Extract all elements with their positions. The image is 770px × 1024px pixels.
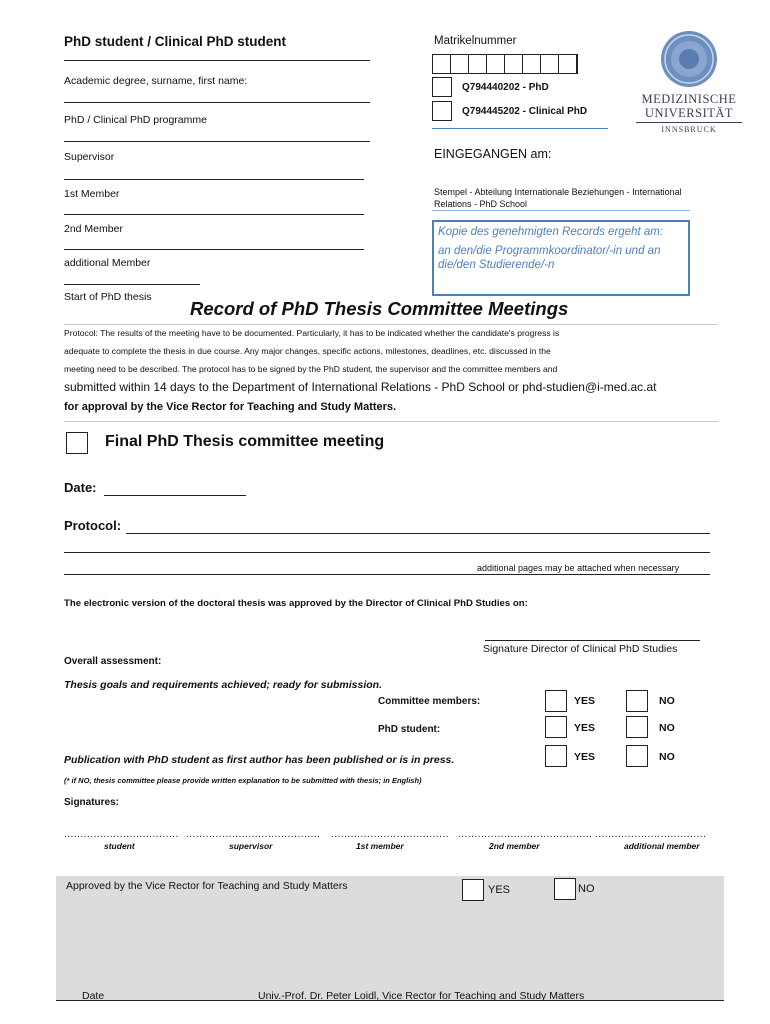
stempel-text: Stempel - Abteilung Internationale Beziehungen - International Relations - PhD School — [434, 187, 682, 209]
kopie-box — [432, 220, 690, 296]
second-member-line[interactable] — [64, 214, 364, 215]
additional-member-line[interactable] — [64, 249, 364, 250]
supervisor-signature-dots[interactable]: ......................................... — [186, 829, 321, 840]
student-no-label: NO — [659, 722, 675, 734]
date-field[interactable] — [104, 495, 246, 496]
phd-student-label: PhD student: — [378, 724, 441, 735]
approval-no-checkbox[interactable] — [554, 878, 576, 900]
logo-line-3: INNSBRUCK — [661, 125, 717, 134]
student-yes-label: YES — [574, 722, 596, 734]
publication-text: Publication with PhD student as first author has been published or is in press. — [64, 754, 455, 766]
clinical-phd-option: Q794445202 - Clinical PhD — [462, 106, 588, 117]
committee-members-label: Committee members: — [378, 696, 481, 707]
first-member-line[interactable] — [64, 179, 364, 180]
additional-member-signature-label: additional member — [624, 841, 700, 851]
title-rule — [64, 324, 718, 325]
attach-note: additional pages may be attached when necessary — [477, 563, 680, 573]
final-meeting-label: Final PhD Thesis committee meeting — [105, 433, 385, 450]
director-signature-line[interactable] — [485, 640, 700, 641]
second-member-signature-label: 2nd member — [489, 841, 540, 851]
kopie-text-2: an den/die Programmkoordinator/-in und an die/den Studierende/-n — [438, 245, 661, 271]
additional-member-label: additional Member — [64, 257, 151, 269]
phd-programme-option: Q794440202 - PhD — [462, 82, 549, 93]
committee-yes-checkbox[interactable] — [545, 690, 567, 712]
logo-line-1: MEDIZINISCHE — [641, 92, 737, 106]
publication-yes-checkbox[interactable] — [545, 745, 567, 767]
clinical-phd-checkbox[interactable] — [432, 101, 452, 121]
degree-name-line[interactable] — [64, 60, 370, 61]
student-yes-checkbox[interactable] — [545, 716, 567, 738]
student-signature-label: student — [104, 841, 135, 851]
committee-no-checkbox[interactable] — [626, 690, 648, 712]
degree-name-label: Academic degree, surname, first name: — [64, 75, 248, 87]
second-member-label: 2nd Member — [64, 223, 123, 235]
supervisor-label: Supervisor — [64, 151, 115, 163]
student-signature-dots[interactable]: ................................... — [64, 829, 179, 840]
director-signature-label: Signature Director of Clinical PhD Studies — [483, 643, 678, 655]
approval-date-label: Date — [82, 990, 105, 1002]
stempel-underline — [432, 210, 690, 211]
matrikel-input[interactable] — [432, 54, 578, 74]
logo-rule — [636, 122, 742, 123]
committee-no-label: NO — [659, 695, 675, 707]
logo-line-2: UNIVERSITÄT — [644, 106, 734, 120]
kopie-text-1: Kopie des genehmigten Records ergeht am: — [438, 226, 664, 238]
protocol-line-2: adequate to complete the thesis in due course. Any major changes, specific actions, milestones, deadlines, etc. discussed in the — [64, 346, 551, 356]
protocol-field-3[interactable] — [64, 574, 710, 575]
submit-line: submitted within 14 days to the Department of International Relations - PhD School or phd-studien@i-med.ac.at — [64, 380, 657, 394]
approval-label: Approved by the Vice Rector for Teaching and Study Matters — [66, 880, 348, 892]
start-thesis-label: Start of PhD thesis — [64, 291, 152, 303]
university-logo — [630, 28, 748, 146]
start-thesis-line[interactable] — [64, 284, 200, 285]
first-member-signature-dots[interactable]: .................................... — [331, 829, 450, 840]
approval-bottom-rule — [56, 1000, 724, 1001]
final-meeting-checkbox[interactable] — [66, 432, 88, 454]
phd-programme-checkbox[interactable] — [432, 77, 452, 97]
first-member-signature-label: 1st member — [356, 841, 404, 851]
if-no-note: (* if NO, thesis committee please provide written explanation to be submitted with thesis; in English) — [64, 776, 422, 785]
approval-signer: Univ.-Prof. Dr. Peter Loidl, Vice Rector for Teaching and Study Matters — [258, 990, 585, 1002]
additional-member-signature-dots[interactable]: .................................. — [595, 829, 707, 840]
eingegangen-label: EINGEGANGEN am: — [434, 147, 552, 161]
date-label: Date: — [64, 480, 97, 495]
protocol-field-2[interactable] — [64, 552, 710, 553]
electronic-version-text: The electronic version of the doctoral thesis was approved by the Director of Clinical PhD Studies on: — [64, 598, 528, 609]
programme-line[interactable] — [64, 102, 370, 103]
publication-yes-label: YES — [574, 751, 596, 763]
second-member-signature-dots[interactable]: ......................................... — [458, 829, 593, 840]
signatures-label: Signatures: — [64, 797, 120, 808]
overall-assessment-label: Overall assessment: — [64, 656, 162, 667]
publication-no-checkbox[interactable] — [626, 745, 648, 767]
protocol-label: Protocol: — [64, 518, 122, 533]
supervisor-line[interactable] — [64, 141, 370, 142]
approval-box — [56, 876, 724, 1000]
student-type-title: PhD student / Clinical PhD student — [64, 34, 287, 49]
supervisor-signature-label: supervisor — [229, 841, 273, 851]
section-rule — [64, 421, 718, 422]
approval-yes-checkbox[interactable] — [462, 879, 484, 901]
student-no-checkbox[interactable] — [626, 716, 648, 738]
page-title: Record of PhD Thesis Committee Meetings — [190, 298, 569, 319]
protocol-line-3: meeting need to be described. The protocol has to be signed by the PhD student, the supervisor and the committee members and — [64, 364, 558, 374]
first-member-label: 1st Member — [64, 188, 120, 200]
approval-line: for approval by the Vice Rector for Teaching and Study Matters. — [64, 401, 397, 413]
matrikel-label: Matrikelnummer — [434, 35, 517, 47]
programme-underline — [432, 128, 608, 129]
protocol-line-1: Protocol: The results of the meeting have to be documented. Particularly, it has to be indicated whether the candidate's progress is — [64, 328, 560, 338]
publication-no-label: NO — [659, 751, 675, 763]
approval-no-label: NO — [578, 883, 595, 895]
committee-yes-label: YES — [574, 695, 596, 707]
programme-label: PhD / Clinical PhD programme — [64, 114, 207, 126]
approval-yes-label: YES — [488, 884, 511, 896]
thesis-goals-text: Thesis goals and requirements achieved; ready for submission. — [64, 679, 383, 691]
protocol-field-1[interactable] — [126, 533, 710, 534]
